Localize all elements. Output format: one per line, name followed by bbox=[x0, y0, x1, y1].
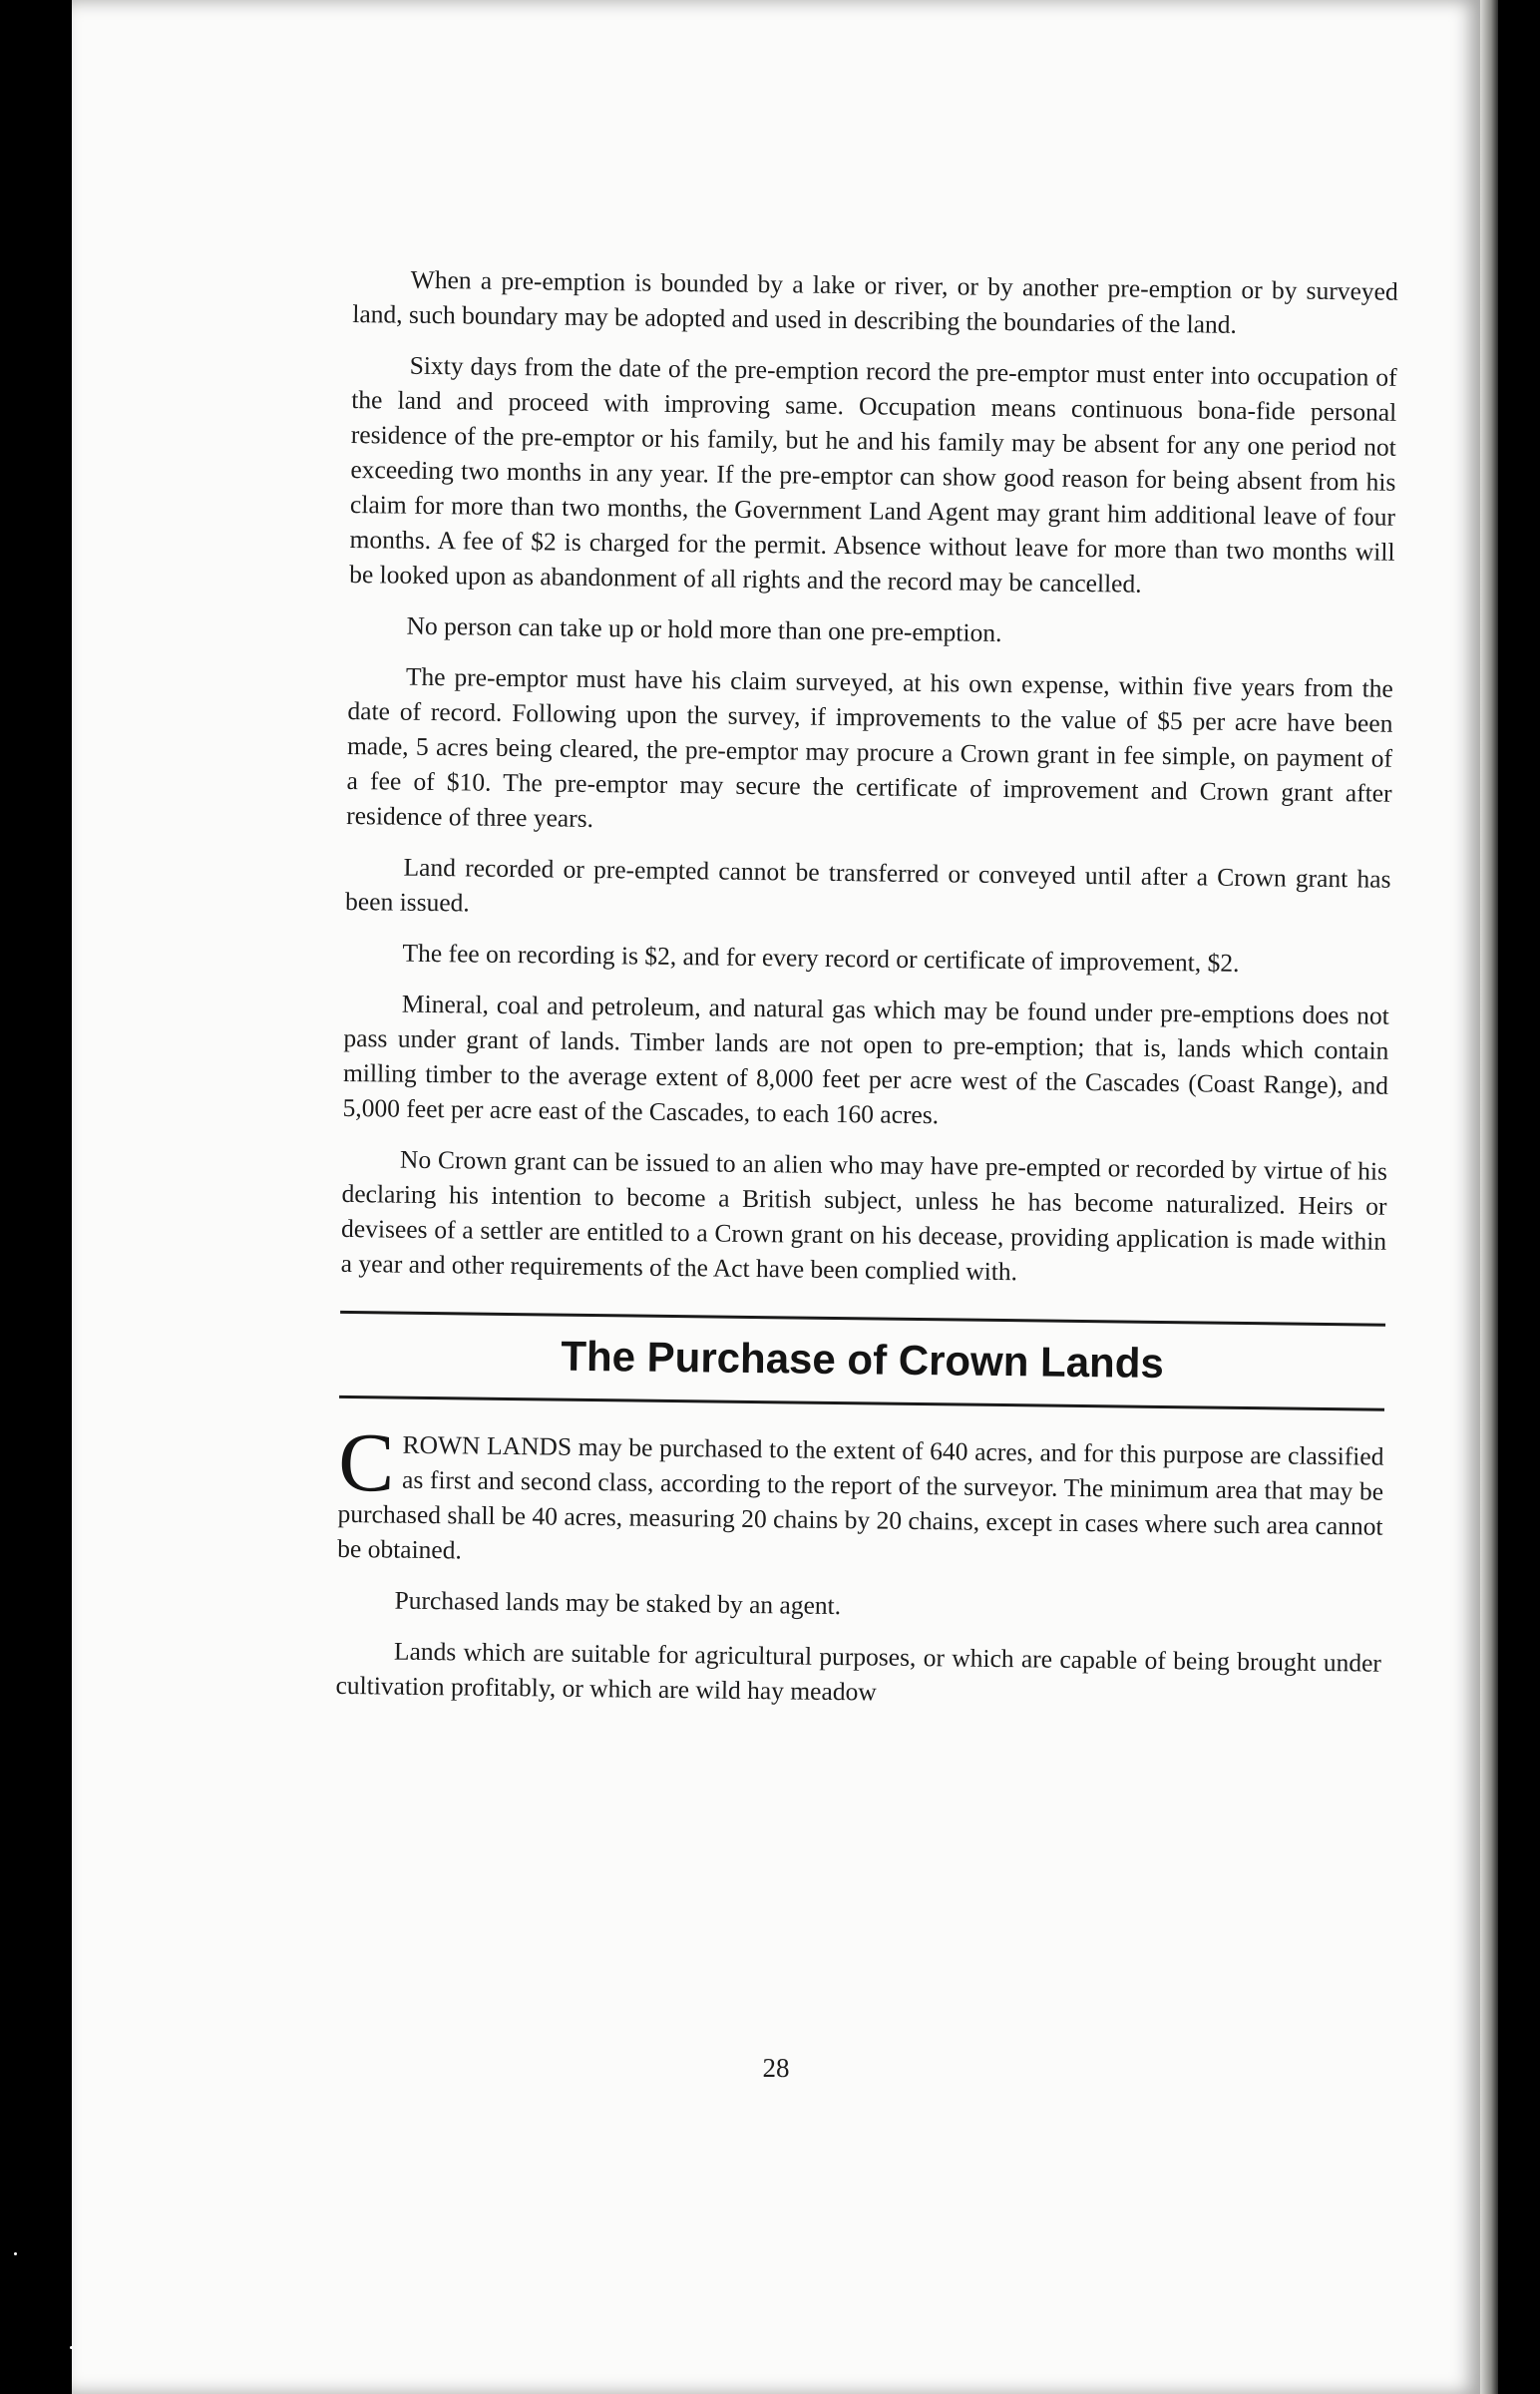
paragraph-boundaries: When a pre-emption is bounded by a lake or river, or by another pre-emption or by surveyed land, such boundary may be adopted and used in describing the boundaries of the land. bbox=[352, 264, 1398, 339]
section-rule-bottom bbox=[339, 1396, 1384, 1411]
page-content bbox=[335, 261, 1398, 1732]
page-edge-shadow bbox=[1480, 0, 1498, 2394]
paragraph-staked-by-agent: Purchased lands may be staked by an agent. bbox=[394, 1585, 842, 1621]
paragraph-crown-lands-intro bbox=[337, 1415, 1384, 1579]
page-number: 28 bbox=[762, 2053, 790, 2083]
section-rule-top bbox=[340, 1311, 1385, 1327]
paragraph-recording-fee: The fee on recording is $2, and for every record or certificate of improvement, $2. bbox=[402, 938, 1240, 978]
drop-cap: C bbox=[337, 1415, 395, 1510]
paragraph-agricultural-lands: Lands which are suitable for agricultural purposes, or which are capable of being brought under cultivation profitably, or which are wild hay meadow bbox=[335, 1636, 1382, 1707]
book-page bbox=[72, 0, 1480, 2394]
intro-text: ROWN LANDS may be purchased to the extent of 640 acres, and for this purpose are classified as first and second class, according to the report of the surveyor. The minimum area that may be purchased shall be 40 acres, measuring 20 chains by 20 chains, except in cases where such area cannot be obtained. bbox=[337, 1429, 1384, 1565]
paragraph-alien-grant: No Crown grant can be issued to an alien who may have pre-empted or recorded by virtue of his declaring his intention to become a British subject, unless he has become naturalized. Heirs or devisees of a settler are entitled to a Crown grant on his decease, providing application is made within a year and other requirements of the Act have been complied with. bbox=[340, 1144, 1388, 1287]
section-title: The Purchase of Crown Lands bbox=[561, 1332, 1165, 1388]
scan-speck bbox=[70, 2346, 73, 2349]
paragraph-survey: The pre-emptor must have his claim surveyed, at his own expense, within five years from the date of record. Following upon the survey, if improvements to the value of $5 per acre have been made, 5 acres being cleared, the pre-emptor may procure a Crown grant in fee simple, on payment of a fee of $10. The pre-emptor may secure the certificate of improvement and Crown grant after residence of three years. bbox=[346, 661, 1394, 833]
paragraph-transfer: Land recorded or pre-empted cannot be transferred or conveyed until after a Crown grant has been issued. bbox=[344, 852, 1391, 918]
paragraph-one-pre-emption: No person can take up or hold more than one pre-emption. bbox=[406, 610, 1002, 647]
paragraph-occupation: Sixty days from the date of the pre-emption record the pre-emptor must enter into occupation of the land and proceed with improving same. Occupation means continuous bona-fide personal residence of the pre-emptor or his family, but he and his family may be absent for any one period not exceeding two months in any year. If the pre-emptor can show good reason for being absent from his claim for more than two months, the Government Land Agent may grant him additional leave of four months. A fee of $2 is charged for the permit. Absence without leave for more than two months will be looked upon as abandonment of all rights and the record may be cancelled. bbox=[348, 350, 1397, 598]
scan-speck bbox=[14, 2252, 17, 2255]
paragraph-mineral-timber: Mineral, coal and petroleum, and natural gas which may be found under pre-emptions does not pass under grant of lands. Timber lands are not open to pre-emption; that is, lands which contain milling timber to the average extent of 8,000 feet per acre west of the Cascades (Coast Range), and 5,000 feet per acre east of the Cascades, to each 160 acres. bbox=[342, 989, 1390, 1130]
